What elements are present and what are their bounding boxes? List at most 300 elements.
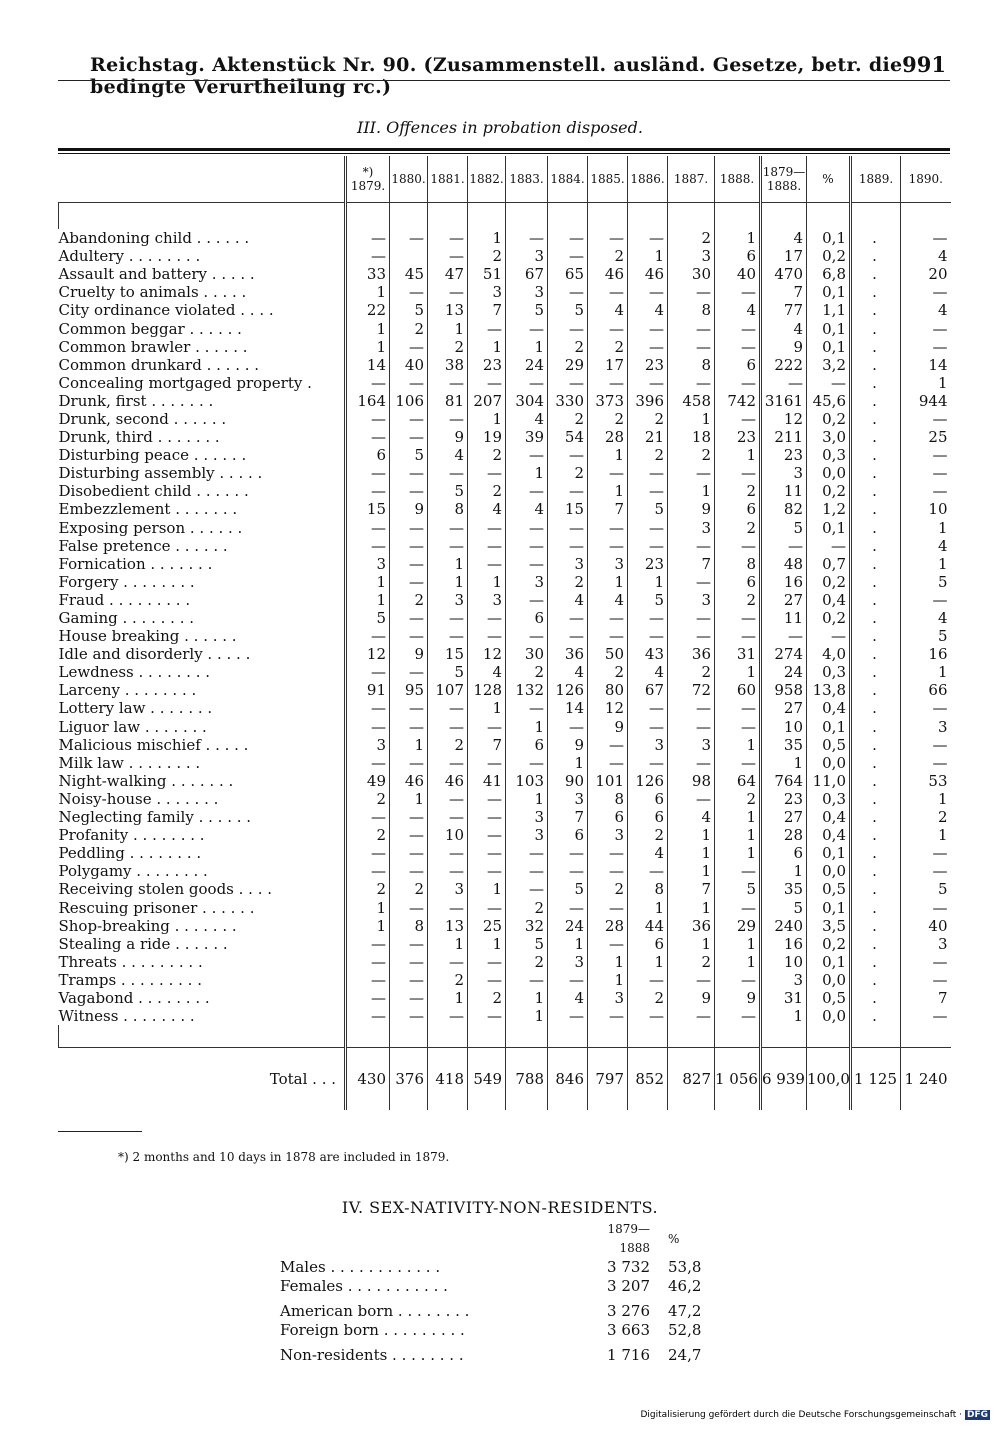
table-cell: —: [901, 953, 951, 971]
table-cell: 15: [428, 645, 468, 663]
table-cell: 1: [506, 718, 548, 736]
table-cell: —: [715, 971, 761, 989]
table-cell: 3161: [761, 392, 807, 410]
table-cell: 2: [390, 880, 428, 898]
row-label: Night-walking . . . . . . .: [58, 771, 234, 790]
row-label: Malicious mischief . . . . .: [58, 735, 249, 754]
total-cell: 6 939: [761, 1048, 807, 1111]
table-cell: 3: [428, 880, 468, 898]
table-cell: 3: [901, 935, 951, 953]
table-cell: —: [901, 410, 951, 428]
table-cell: 6: [548, 826, 588, 844]
table-cell: 4: [901, 301, 951, 319]
table-cell: —: [468, 790, 506, 808]
table-cell: 0,2: [807, 410, 851, 428]
table-cell: 98: [668, 772, 715, 790]
table-cell: 1: [715, 808, 761, 826]
table4-row: [280, 1277, 738, 1296]
table-cell: 81: [428, 392, 468, 410]
table-cell: 49: [346, 772, 390, 790]
table-cell: 23: [628, 356, 668, 374]
table-cell: 4: [548, 591, 588, 609]
table-cell: —: [715, 338, 761, 356]
table4-row: [280, 1346, 738, 1365]
table-cell: 23: [628, 555, 668, 573]
table-cell: 1: [715, 663, 761, 681]
table-cell: —: [506, 754, 548, 772]
table-cell: 3: [761, 971, 807, 989]
table-cell: —: [548, 609, 588, 627]
table-cell: 1: [428, 555, 468, 573]
table-cell: —: [668, 319, 715, 337]
table-cell: 1: [901, 663, 951, 681]
table-row: [59, 229, 951, 247]
table-cell: 1: [588, 446, 628, 464]
table-row: [59, 428, 951, 446]
table-cell: —: [428, 537, 468, 555]
table-cell: —: [668, 464, 715, 482]
table-cell: 36: [668, 645, 715, 663]
table-cell: 28: [588, 428, 628, 446]
table-cell: —: [588, 1007, 628, 1025]
table-cell: 13: [428, 917, 468, 935]
table-row: [59, 844, 951, 862]
table-cell: 3: [468, 283, 506, 301]
table-cell: 274: [761, 645, 807, 663]
table-cell: —: [428, 754, 468, 772]
table-cell: —: [346, 935, 390, 953]
table-row: [59, 573, 951, 591]
table-cell: 1: [901, 826, 951, 844]
row-value: 3 663: [607, 1321, 650, 1339]
table-cell: 24: [761, 663, 807, 681]
table-cell: —: [428, 519, 468, 537]
table-row: [59, 500, 951, 518]
table-cell: —: [346, 862, 390, 880]
table-cell: 24: [548, 917, 588, 935]
row-label: Tramps . . . . . . . . .: [58, 970, 202, 989]
table-cell: 3: [506, 573, 548, 591]
table-cell: 40: [901, 917, 951, 935]
table-cell: 32: [506, 917, 548, 935]
table-cell: 304: [506, 392, 548, 410]
table-cell: 2: [390, 591, 428, 609]
table-cell: 2: [668, 953, 715, 971]
table-cell: —: [468, 898, 506, 916]
table-cell: —: [468, 555, 506, 573]
table-cell: 2: [715, 790, 761, 808]
table-cell: 9: [761, 338, 807, 356]
table-cell: 3: [761, 464, 807, 482]
table-cell: 1: [346, 898, 390, 916]
table-cell: —: [346, 428, 390, 446]
table-cell: 1: [668, 862, 715, 880]
table-cell: 22: [346, 301, 390, 319]
table-cell: 8: [588, 790, 628, 808]
row-label: Larceny . . . . . . . .: [58, 681, 197, 700]
table-cell: —: [468, 971, 506, 989]
table-cell: —: [588, 627, 628, 645]
table-cell: 2: [548, 464, 588, 482]
table-cell: 5: [761, 898, 807, 916]
table-cell: 0,3: [807, 790, 851, 808]
table-cell: .: [851, 808, 901, 826]
table-cell: 958: [761, 681, 807, 699]
row-value: 3 207: [607, 1277, 650, 1295]
table-cell: 2: [715, 591, 761, 609]
table-cell: —: [548, 718, 588, 736]
table-cell: .: [851, 229, 901, 247]
table-cell: .: [851, 718, 901, 736]
table-cell: .: [851, 989, 901, 1007]
table-cell: —: [901, 283, 951, 301]
table-cell: 1: [468, 573, 506, 591]
table-cell: 1: [588, 953, 628, 971]
column-header: 1880.: [390, 156, 428, 203]
table-cell: 4: [628, 844, 668, 862]
table-cell: —: [588, 229, 628, 247]
column-header: 1879— 1888.: [761, 156, 807, 203]
table-cell: —: [668, 283, 715, 301]
table-cell: 5: [548, 880, 588, 898]
sex-nativity-table: [280, 1220, 738, 1365]
table-cell: —: [428, 374, 468, 392]
table-cell: —: [807, 374, 851, 392]
table-cell: 10: [428, 826, 468, 844]
table-row: [59, 591, 951, 609]
table-cell: —: [468, 862, 506, 880]
row-pct: 46,2: [668, 1277, 702, 1295]
table-cell: —: [588, 609, 628, 627]
table-cell: 5: [901, 573, 951, 591]
table-cell: —: [668, 627, 715, 645]
table-cell: 211: [761, 428, 807, 446]
table-cell: 40: [390, 356, 428, 374]
table-cell: .: [851, 392, 901, 410]
table-row: [59, 826, 951, 844]
table-cell: —: [807, 627, 851, 645]
table-cell: —: [506, 880, 548, 898]
table-cell: 9: [715, 989, 761, 1007]
row-label: Abandoning child . . . . . .: [58, 229, 250, 248]
table-cell: —: [548, 446, 588, 464]
table-row: [59, 645, 951, 663]
table-cell: —: [668, 609, 715, 627]
table-cell: —: [715, 898, 761, 916]
table-cell: 1: [901, 519, 951, 537]
table-cell: 27: [761, 591, 807, 609]
table-cell: 0,1: [807, 953, 851, 971]
table-cell: —: [901, 898, 951, 916]
table-cell: 0,1: [807, 519, 851, 537]
table-cell: 16: [761, 573, 807, 591]
table-cell: —: [715, 319, 761, 337]
table-cell: 2: [668, 663, 715, 681]
table-cell: —: [428, 627, 468, 645]
row-label: Threats . . . . . . . . .: [58, 952, 203, 971]
table-cell: 0,1: [807, 338, 851, 356]
table-cell: .: [851, 446, 901, 464]
table-cell: —: [428, 844, 468, 862]
table-cell: 29: [715, 917, 761, 935]
table-row: [59, 718, 951, 736]
table-cell: 10: [761, 953, 807, 971]
table4-col-years: 1879—1888: [607, 1222, 650, 1255]
table-cell: 14: [901, 356, 951, 374]
table-cell: 0,1: [807, 844, 851, 862]
table-cell: —: [428, 247, 468, 265]
table-cell: —: [390, 971, 428, 989]
table-cell: —: [428, 410, 468, 428]
table-row: [59, 356, 951, 374]
table-cell: 4: [901, 247, 951, 265]
column-header: 1881.: [428, 156, 468, 203]
page-header: [58, 52, 950, 98]
table-cell: .: [851, 935, 901, 953]
table-cell: 2: [588, 338, 628, 356]
table-cell: .: [851, 790, 901, 808]
table-cell: 6: [506, 736, 548, 754]
table-cell: 2: [506, 898, 548, 916]
table-cell: 16: [901, 645, 951, 663]
table-cell: —: [390, 953, 428, 971]
row-value: 3 732: [607, 1258, 650, 1276]
table-cell: 1: [506, 989, 548, 1007]
table-cell: —: [346, 410, 390, 428]
total-cell: 846: [548, 1048, 588, 1111]
table-cell: —: [390, 428, 428, 446]
table-cell: —: [506, 319, 548, 337]
table-cell: 1,2: [807, 500, 851, 518]
row-label: Fraud . . . . . . . . .: [58, 590, 191, 609]
row-label: Drunk, second . . . . . .: [58, 409, 227, 428]
table-cell: .: [851, 555, 901, 573]
table-cell: 103: [506, 772, 548, 790]
table-cell: 1: [588, 482, 628, 500]
table-cell: 3: [588, 826, 628, 844]
table-cell: 1: [588, 971, 628, 989]
table-cell: .: [851, 1007, 901, 1025]
table-cell: —: [548, 537, 588, 555]
table-cell: —: [588, 464, 628, 482]
table-cell: —: [628, 971, 668, 989]
table-cell: —: [901, 699, 951, 717]
table-cell: 1: [548, 935, 588, 953]
row-label: Common brawler . . . . . .: [58, 337, 248, 356]
row-label: Fornication . . . . . . .: [58, 554, 213, 573]
table-cell: 5: [628, 500, 668, 518]
table-cell: —: [468, 718, 506, 736]
table-cell: 30: [668, 265, 715, 283]
table-cell: 7: [468, 301, 506, 319]
table-cell: 2: [506, 663, 548, 681]
column-header: 1885.: [588, 156, 628, 203]
table-cell: 9: [548, 736, 588, 754]
table-cell: .: [851, 609, 901, 627]
table-cell: 7: [761, 283, 807, 301]
table-row: [59, 446, 951, 464]
table-cell: 21: [628, 428, 668, 446]
table-cell: 2: [628, 410, 668, 428]
table-cell: 1: [428, 935, 468, 953]
digitization-credit: [641, 1410, 991, 1420]
table-cell: —: [390, 718, 428, 736]
table-row: [59, 935, 951, 953]
table-cell: 72: [668, 681, 715, 699]
table-cell: 2: [548, 410, 588, 428]
table-cell: 3: [588, 555, 628, 573]
table-cell: .: [851, 537, 901, 555]
table-cell: —: [548, 627, 588, 645]
table-cell: 12: [468, 645, 506, 663]
row-label: Profanity . . . . . . . .: [58, 826, 205, 845]
table-cell: 0,3: [807, 446, 851, 464]
table-cell: 14: [346, 356, 390, 374]
table-cell: —: [390, 1007, 428, 1025]
table-cell: 38: [428, 356, 468, 374]
table-cell: 2: [668, 446, 715, 464]
table-cell: 4: [668, 808, 715, 826]
table-cell: 1: [761, 862, 807, 880]
table-cell: —: [628, 464, 668, 482]
table-cell: 0,2: [807, 935, 851, 953]
table-cell: 1: [506, 338, 548, 356]
table-cell: —: [548, 898, 588, 916]
table-cell: —: [588, 844, 628, 862]
table-cell: 1: [668, 482, 715, 500]
table-cell: 23: [761, 790, 807, 808]
table-cell: 47: [428, 265, 468, 283]
table-cell: 9: [428, 428, 468, 446]
row-label: Peddling . . . . . . . .: [58, 844, 202, 863]
table-cell: 4: [901, 537, 951, 555]
table-cell: —: [428, 808, 468, 826]
table-cell: —: [346, 971, 390, 989]
table-cell: 3: [548, 953, 588, 971]
table-cell: —: [346, 482, 390, 500]
table-cell: —: [901, 971, 951, 989]
table4-title: IV. SEX-NATIVITY-NON-RESIDENTS.: [341, 1198, 659, 1217]
table-cell: .: [851, 844, 901, 862]
table-cell: .: [851, 500, 901, 518]
table-cell: 1: [901, 374, 951, 392]
table-cell: 1: [628, 953, 668, 971]
table-cell: 66: [901, 681, 951, 699]
table-cell: —: [588, 862, 628, 880]
row-label: American born . . . . . . . .: [280, 1302, 470, 1320]
row-label: Vagabond . . . . . . . .: [58, 988, 210, 1007]
row-label: Embezzlement . . . . . . .: [58, 500, 238, 519]
table-cell: 0,7: [807, 555, 851, 573]
table-cell: 1: [506, 464, 548, 482]
table-cell: 1: [715, 826, 761, 844]
table-cell: 2: [468, 247, 506, 265]
table-cell: 1: [346, 591, 390, 609]
table-cell: .: [851, 681, 901, 699]
table-cell: 0,5: [807, 989, 851, 1007]
table-cell: —: [588, 935, 628, 953]
row-label: Receiving stolen goods . . . .: [58, 880, 273, 899]
table-cell: 3: [506, 808, 548, 826]
table-cell: 1: [346, 283, 390, 301]
table-cell: 6: [588, 808, 628, 826]
table-cell: —: [390, 862, 428, 880]
table-cell: 2: [468, 989, 506, 1007]
table-cell: 25: [468, 917, 506, 935]
table-cell: 470: [761, 265, 807, 283]
table-cell: 3: [668, 591, 715, 609]
row-label: Stealing a ride . . . . . .: [58, 934, 228, 953]
table-cell: —: [901, 482, 951, 500]
row-label: Gaming . . . . . . . .: [58, 609, 194, 628]
row-label: Males . . . . . . . . . . . .: [280, 1258, 441, 1276]
table-cell: 0,1: [807, 718, 851, 736]
table-cell: —: [346, 627, 390, 645]
table-cell: 1: [761, 1007, 807, 1025]
table-cell: —: [506, 446, 548, 464]
table-cell: —: [390, 374, 428, 392]
table-cell: 4: [548, 663, 588, 681]
table-cell: 3: [428, 591, 468, 609]
table-cell: —: [428, 898, 468, 916]
table-cell: 67: [506, 265, 548, 283]
table-cell: 27: [761, 699, 807, 717]
table-cell: 95: [390, 681, 428, 699]
table-cell: 30: [506, 645, 548, 663]
table-cell: 1: [468, 338, 506, 356]
table-cell: 3: [668, 736, 715, 754]
table-cell: 4: [628, 663, 668, 681]
table-cell: —: [428, 609, 468, 627]
table-cell: 6: [346, 446, 390, 464]
table-cell: 5: [901, 627, 951, 645]
table-cell: 8: [390, 917, 428, 935]
table-cell: —: [346, 1007, 390, 1025]
table-cell: —: [715, 718, 761, 736]
table-cell: .: [851, 247, 901, 265]
row-label: Noisy-house . . . . . . .: [58, 789, 219, 808]
table-cell: 3: [506, 283, 548, 301]
column-header: 1887.: [668, 156, 715, 203]
table-cell: —: [628, 699, 668, 717]
table-cell: —: [506, 627, 548, 645]
table-cell: 8: [668, 301, 715, 319]
table-cell: —: [668, 338, 715, 356]
table-cell: 6: [715, 356, 761, 374]
table-cell: —: [588, 736, 628, 754]
table-cell: .: [851, 917, 901, 935]
table-cell: 28: [761, 826, 807, 844]
table-cell: 1: [901, 555, 951, 573]
table-cell: 1: [715, 736, 761, 754]
table-cell: 1: [346, 319, 390, 337]
table-cell: 23: [715, 428, 761, 446]
table-cell: 20: [901, 265, 951, 283]
table-cell: 18: [668, 428, 715, 446]
row-label: Assault and battery . . . . .: [58, 265, 255, 284]
table-cell: 6: [761, 844, 807, 862]
table-row: [59, 880, 951, 898]
row-value: 3 276: [607, 1302, 650, 1320]
table-cell: —: [468, 826, 506, 844]
table-row: [59, 971, 951, 989]
table-cell: —: [901, 446, 951, 464]
table-cell: 7: [588, 500, 628, 518]
row-label: Lewdness . . . . . . . .: [58, 663, 211, 682]
column-header: 1884.: [548, 156, 588, 203]
table-cell: 5: [428, 482, 468, 500]
table-cell: —: [390, 573, 428, 591]
